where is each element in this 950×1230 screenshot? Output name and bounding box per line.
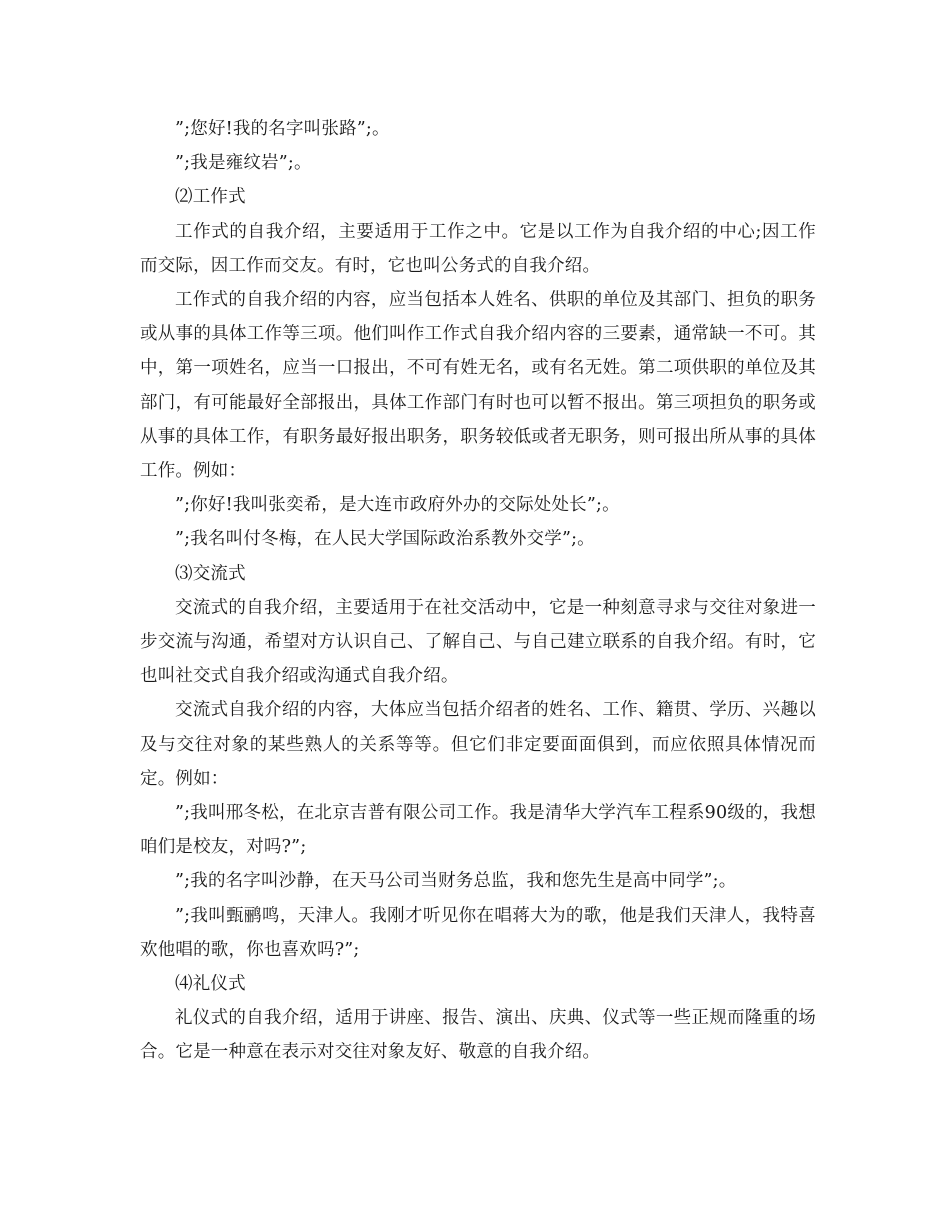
section-heading: ⑶交流式	[175, 563, 246, 584]
paragraph: ”;您好!我的名字叫张路”;。	[175, 119, 390, 139]
paragraph: ”;我叫邢冬松，在北京吉普有限公司工作。我是清华大学汽车工程系90级的，我想咱们是校友，对吗?”;	[140, 803, 816, 858]
paragraph: 交流式自我介绍的内容，大体应当包括介绍者的姓名、工作、籍贯、学历、兴趣以及与交往对象的某些熟人的关系等等。但它们非定要面面俱到，而应依照具体情况而定。例如：	[140, 700, 816, 789]
paragraph: ”;我是雍纹岩”;。	[175, 153, 312, 174]
paragraph: ”;我的名字叫沙静，在天马公司当财务总监，我和您先生是高中同学”;。	[175, 871, 737, 892]
section-heading: ⑷礼仪式	[175, 974, 246, 995]
section-heading: ⑵工作式	[175, 187, 246, 208]
paragraph: ”;你好!我叫张奕希，是大连市政府外办的交际处处长”;。	[175, 495, 620, 516]
paragraph: 工作式的自我介绍，主要适用于工作之中。它是以工作为自我介绍的中心;因工作而交际，因工作而交友。有时，它也叫公务式的自我介绍。	[140, 221, 816, 276]
paragraph: 工作式的自我介绍的内容，应当包括本人姓名、供职的单位及其部门、担负的职务或从事的具体工作等三项。他们叫作工作式自我介绍内容的三要素，通常缺一不可。其中，第一项姓名，应当一口报出，不可有姓无名，或有名无姓。第二项供职的单位及其部门，有可能最好全部报出，具体工作部门有时也可以暂不报出。第三项担负的职务或从事的具体工作，有职务最好报出职务，职务较低或者无职务，则可报出所从事的具体工作。例如：	[140, 290, 816, 482]
paragraph: 礼仪式的自我介绍，适用于讲座、报告、演出、庆典、仪式等一些正规而隆重的场合。它是一种意在表示对交往对象友好、敬意的自我介绍。	[140, 1008, 816, 1063]
document-body	[140, 112, 816, 1070]
paragraph: 交流式的自我介绍，主要适用于在社交活动中，它是一种刻意寻求与交往对象进一步交流与沟通，希望对方认识自己、了解自己、与自己建立联系的自我介绍。有时，它也叫社交式自我介绍或沟通式自我介绍。	[140, 597, 816, 687]
paragraph: ”;我叫甄鹂鸣，天津人。我刚才听见你在唱蒋大为的歌，他是我们天津人，我特喜欢他唱的歌，你也喜欢吗?”;	[140, 905, 816, 960]
paragraph: ”;我名叫付冬梅，在人民大学国际政治系教外交学”;。	[175, 529, 595, 550]
